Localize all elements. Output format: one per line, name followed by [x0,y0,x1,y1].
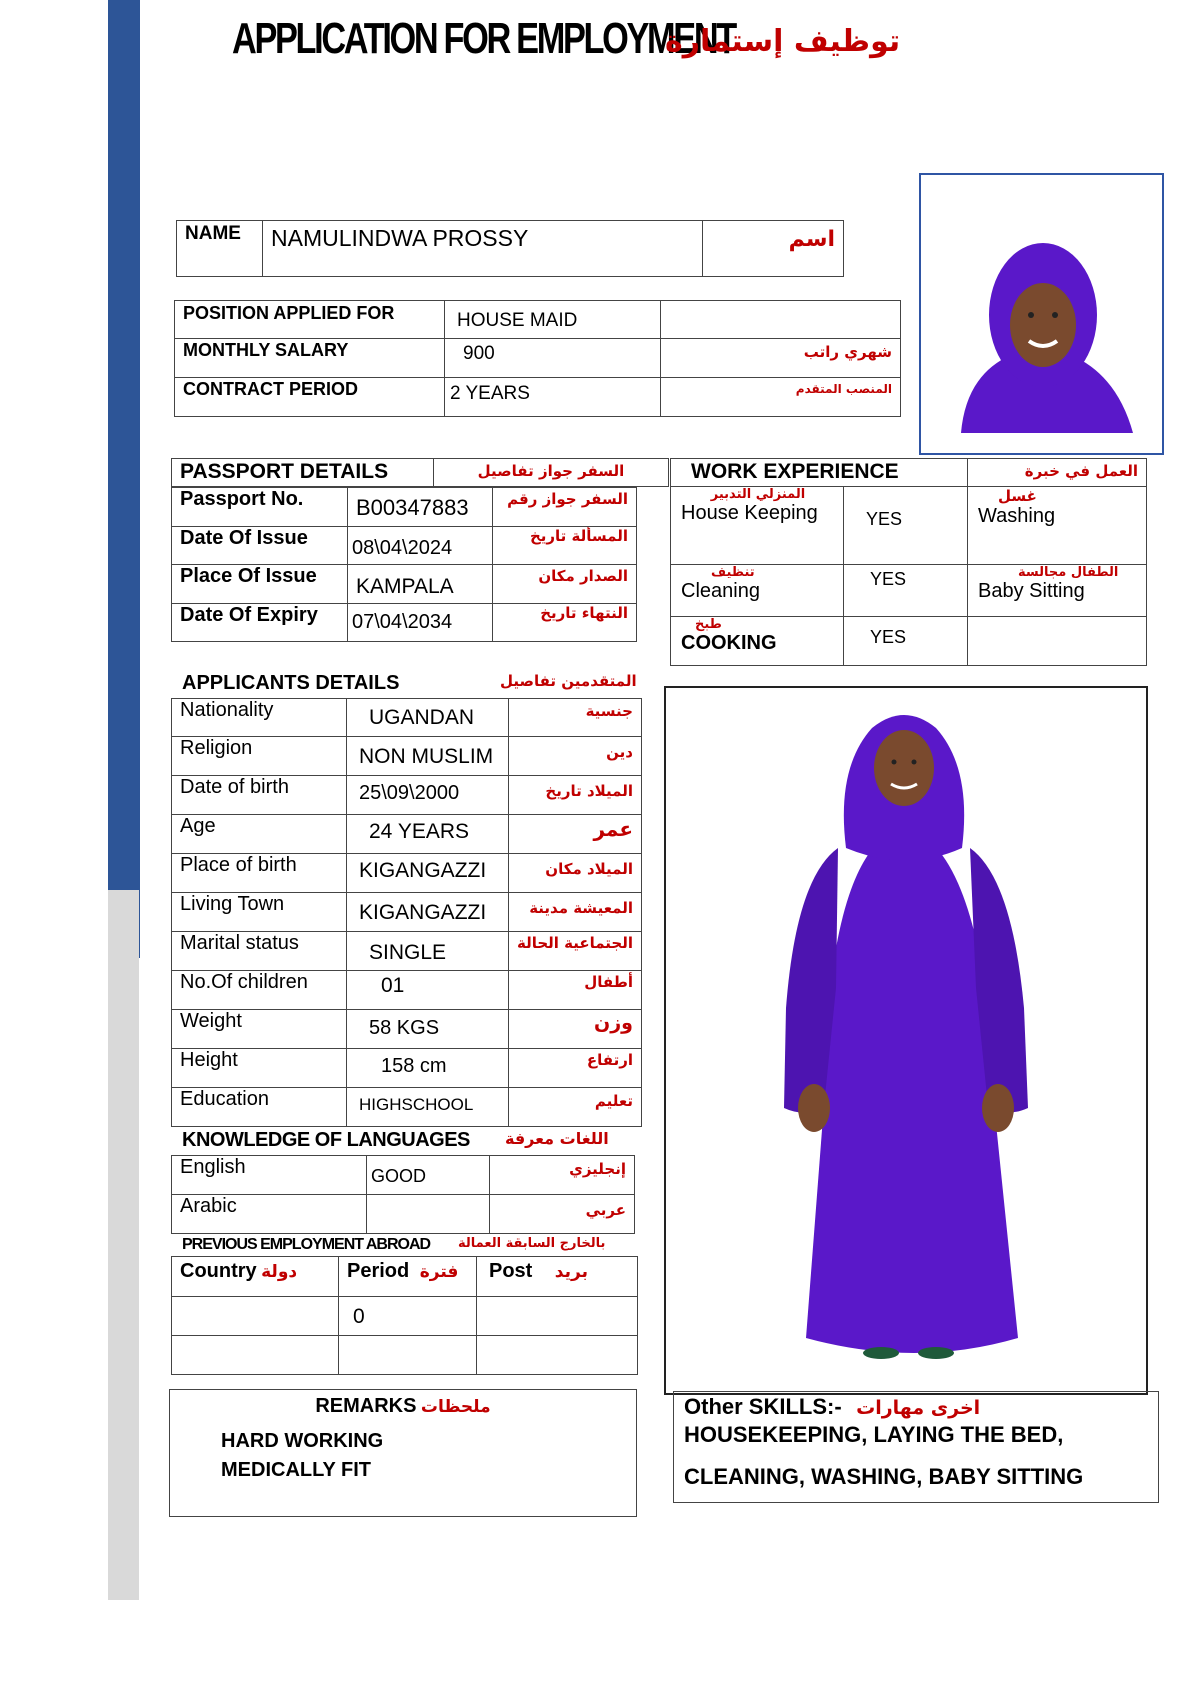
place-of-issue-label-arabic: الصدار مكان [493,565,637,604]
contract-label: CONTRACT PERIOD [175,378,445,417]
washing-label: Washing [978,505,1056,527]
age-label: Age [172,815,347,854]
country-header [172,1257,339,1297]
passport-section-title-arabic: السفر جواز تفاصيل [434,459,669,487]
prev-row1-country [172,1297,339,1336]
religion-label: Religion [172,737,347,776]
post-header [477,1257,638,1297]
page-title: APPLICATION FOR EMPLOYMENT [232,14,735,63]
name-value: NAMULINDWA PROSSY [263,221,703,277]
marital-status-label: Marital status [172,932,347,971]
applicant-section-title-arabic: المتقدمين تفاصيل [500,672,637,690]
remark-line-2: MEDICALLY FIT [221,1459,372,1481]
religion-label-arabic: دين [509,737,642,776]
cooking-arabic: طبخ [695,617,722,632]
date-of-birth-label-arabic: الميلاد تاريخ [509,776,642,815]
arabic-value [367,1195,490,1234]
skills-title: Other SKILLS:- [684,1394,842,1419]
previous-employment-title: PREVIOUS EMPLOYMENT ABROAD [182,1236,431,1253]
living-town-value: KIGANGAZZI [347,893,509,932]
cooking-label: COOKING [681,632,777,654]
cleaning-label: Cleaning [681,580,760,602]
children-label-arabic: أطفال [509,971,642,1010]
height-value: 158 cm [347,1049,509,1088]
prev-row2-country [172,1336,339,1375]
house-keeping-value: YES [844,487,968,565]
period-header [339,1257,477,1297]
remark-line-1: HARD WORKING [221,1430,384,1452]
previous-employment-title-arabic: بالخارج السابقة العمالة [458,1236,606,1251]
name-table [176,220,844,277]
religion-value: NON MUSLIM [347,737,509,776]
date-of-issue-label-arabic: المسألة تاريخ [493,527,637,565]
prev-row1-post [477,1297,638,1336]
cleaning-arabic: تنظيف [711,565,755,580]
marital-status-label-arabic: الجتماعية الحالة [509,932,642,971]
languages-section-title: KNOWLEDGE OF LANGUAGES [182,1129,470,1151]
children-value: 01 [347,971,509,1010]
date-of-issue-label: Date Of Issue [172,527,348,565]
period-header-arabic: فترة [419,1262,459,1282]
skills-box [673,1391,1159,1503]
place-of-birth-label-arabic: الميلاد مكان [509,854,642,893]
empty-cell [968,617,1147,666]
salary-value: 900 [445,339,661,378]
nationality-label: Nationality [172,699,347,737]
nationality-value: UGANDAN [347,699,509,737]
contract-label-arabic: المنصب المتقدم [661,378,901,417]
english-label: English [172,1156,367,1195]
post-header-label: Post [489,1260,533,1282]
salary-label-arabic: شهري راتب [661,339,901,378]
passport-no-label: Passport No. [172,488,348,527]
name-label-arabic: اسم [703,221,844,277]
name-label: NAME [177,221,263,277]
work-experience-table [670,458,1147,666]
position-label-arabic [661,301,901,339]
position-table [174,300,901,417]
skills-title-arabic: اخرى مهارات [856,1397,981,1419]
passport-table [171,487,637,642]
english-label-arabic: إنجليزي [490,1156,635,1195]
passport-no-label-arabic: السفر جواز رقم [493,488,637,527]
place-of-issue-value: KAMPALA [348,565,493,604]
prev-row2-post [477,1336,638,1375]
prev-row2-period [339,1336,477,1375]
place-of-issue-label: Place Of Issue [172,565,348,604]
english-value: GOOD [367,1156,490,1195]
date-of-issue-value: 08\04\2024 [348,527,493,565]
passport-no-value: B00347883 [348,488,493,527]
remarks-title-arabic: ملحظات [420,1397,491,1417]
work-section-title: WORK EXPERIENCE [671,459,968,487]
remarks-title: REMARKS [315,1395,417,1417]
nationality-label-arabic: جنسية [509,699,642,737]
education-label-arabic: تعليم [509,1088,642,1127]
passport-photo [921,175,1162,453]
living-town-label-arabic: المعيشة مدينة [509,893,642,932]
house-keeping-arabic: المنزلي التدبير [710,487,806,502]
marital-status-value: SINGLE [347,932,509,971]
prev-row1-period: 0 [339,1297,477,1336]
height-label-arabic: ارتفاع [509,1049,642,1088]
date-of-birth-label: Date of birth [172,776,347,815]
previous-employment-table [171,1256,638,1375]
side-bar-grey [108,890,139,1600]
age-value: 24 YEARS [347,815,509,854]
baby-sitting-arabic: الطفال مجالسة [1018,565,1119,580]
languages-section-title-arabic: اللغات معرفة [505,1129,609,1148]
period-header-label: Period [347,1260,410,1282]
applicant-table [171,698,642,1127]
place-of-birth-value: KIGANGAZZI [347,854,509,893]
date-of-birth-value: 25\09\2000 [347,776,509,815]
age-label-arabic: عمر [509,815,642,854]
full-body-photo [666,688,1146,1393]
contract-value: 2 YEARS [445,378,661,417]
cleaning-value: YES [844,565,968,617]
applicant-section-title: APPLICANTS DETAILS [182,672,400,694]
education-value: HIGHSCHOOL [347,1088,509,1127]
living-town-label: Living Town [172,893,347,932]
country-header-arabic: دولة [261,1262,298,1282]
page-title-arabic: توظيف إستمارة [665,24,901,59]
date-of-expiry-label: Date Of Expiry [172,604,348,642]
education-label: Education [172,1088,347,1127]
arabic-label-arabic: عربي [490,1195,635,1234]
languages-table [171,1155,635,1234]
position-label: POSITION APPLIED FOR [175,301,445,339]
passport-section-title: PASSPORT DETAILS [172,459,434,487]
country-header-label: Country [180,1260,257,1282]
weight-label: Weight [172,1010,347,1049]
weight-label-arabic: وزن [509,1010,642,1049]
side-bar-blue-line [137,0,140,958]
baby-sitting-label: Baby Sitting [978,580,1085,602]
full-body-photo-frame [664,686,1148,1395]
passport-photo-frame [919,173,1164,455]
cooking-value: YES [844,617,968,666]
children-label: No.Of children [172,971,347,1010]
remarks-box [169,1389,637,1517]
date-of-expiry-label-arabic: النتهاء تاريخ [493,604,637,642]
work-section-title-arabic: العمل في خبرة [968,459,1147,487]
place-of-birth-label: Place of birth [172,854,347,893]
date-of-expiry-value: 07\04\2034 [348,604,493,642]
house-keeping-label: House Keeping [681,502,818,524]
post-header-arabic: بريد [554,1262,588,1282]
skills-line-2: CLEANING, WASHING, BABY SITTING [684,1464,1084,1489]
position-value: HOUSE MAID [445,301,661,339]
salary-label: MONTHLY SALARY [175,339,445,378]
arabic-label: Arabic [172,1195,367,1234]
weight-value: 58 KGS [347,1010,509,1049]
height-label: Height [172,1049,347,1088]
passport-header-table [171,458,669,487]
skills-line-1: HOUSEKEEPING, LAYING THE BED, [684,1422,1064,1447]
washing-arabic: غسل [998,487,1037,505]
side-bar-blue [108,0,139,890]
